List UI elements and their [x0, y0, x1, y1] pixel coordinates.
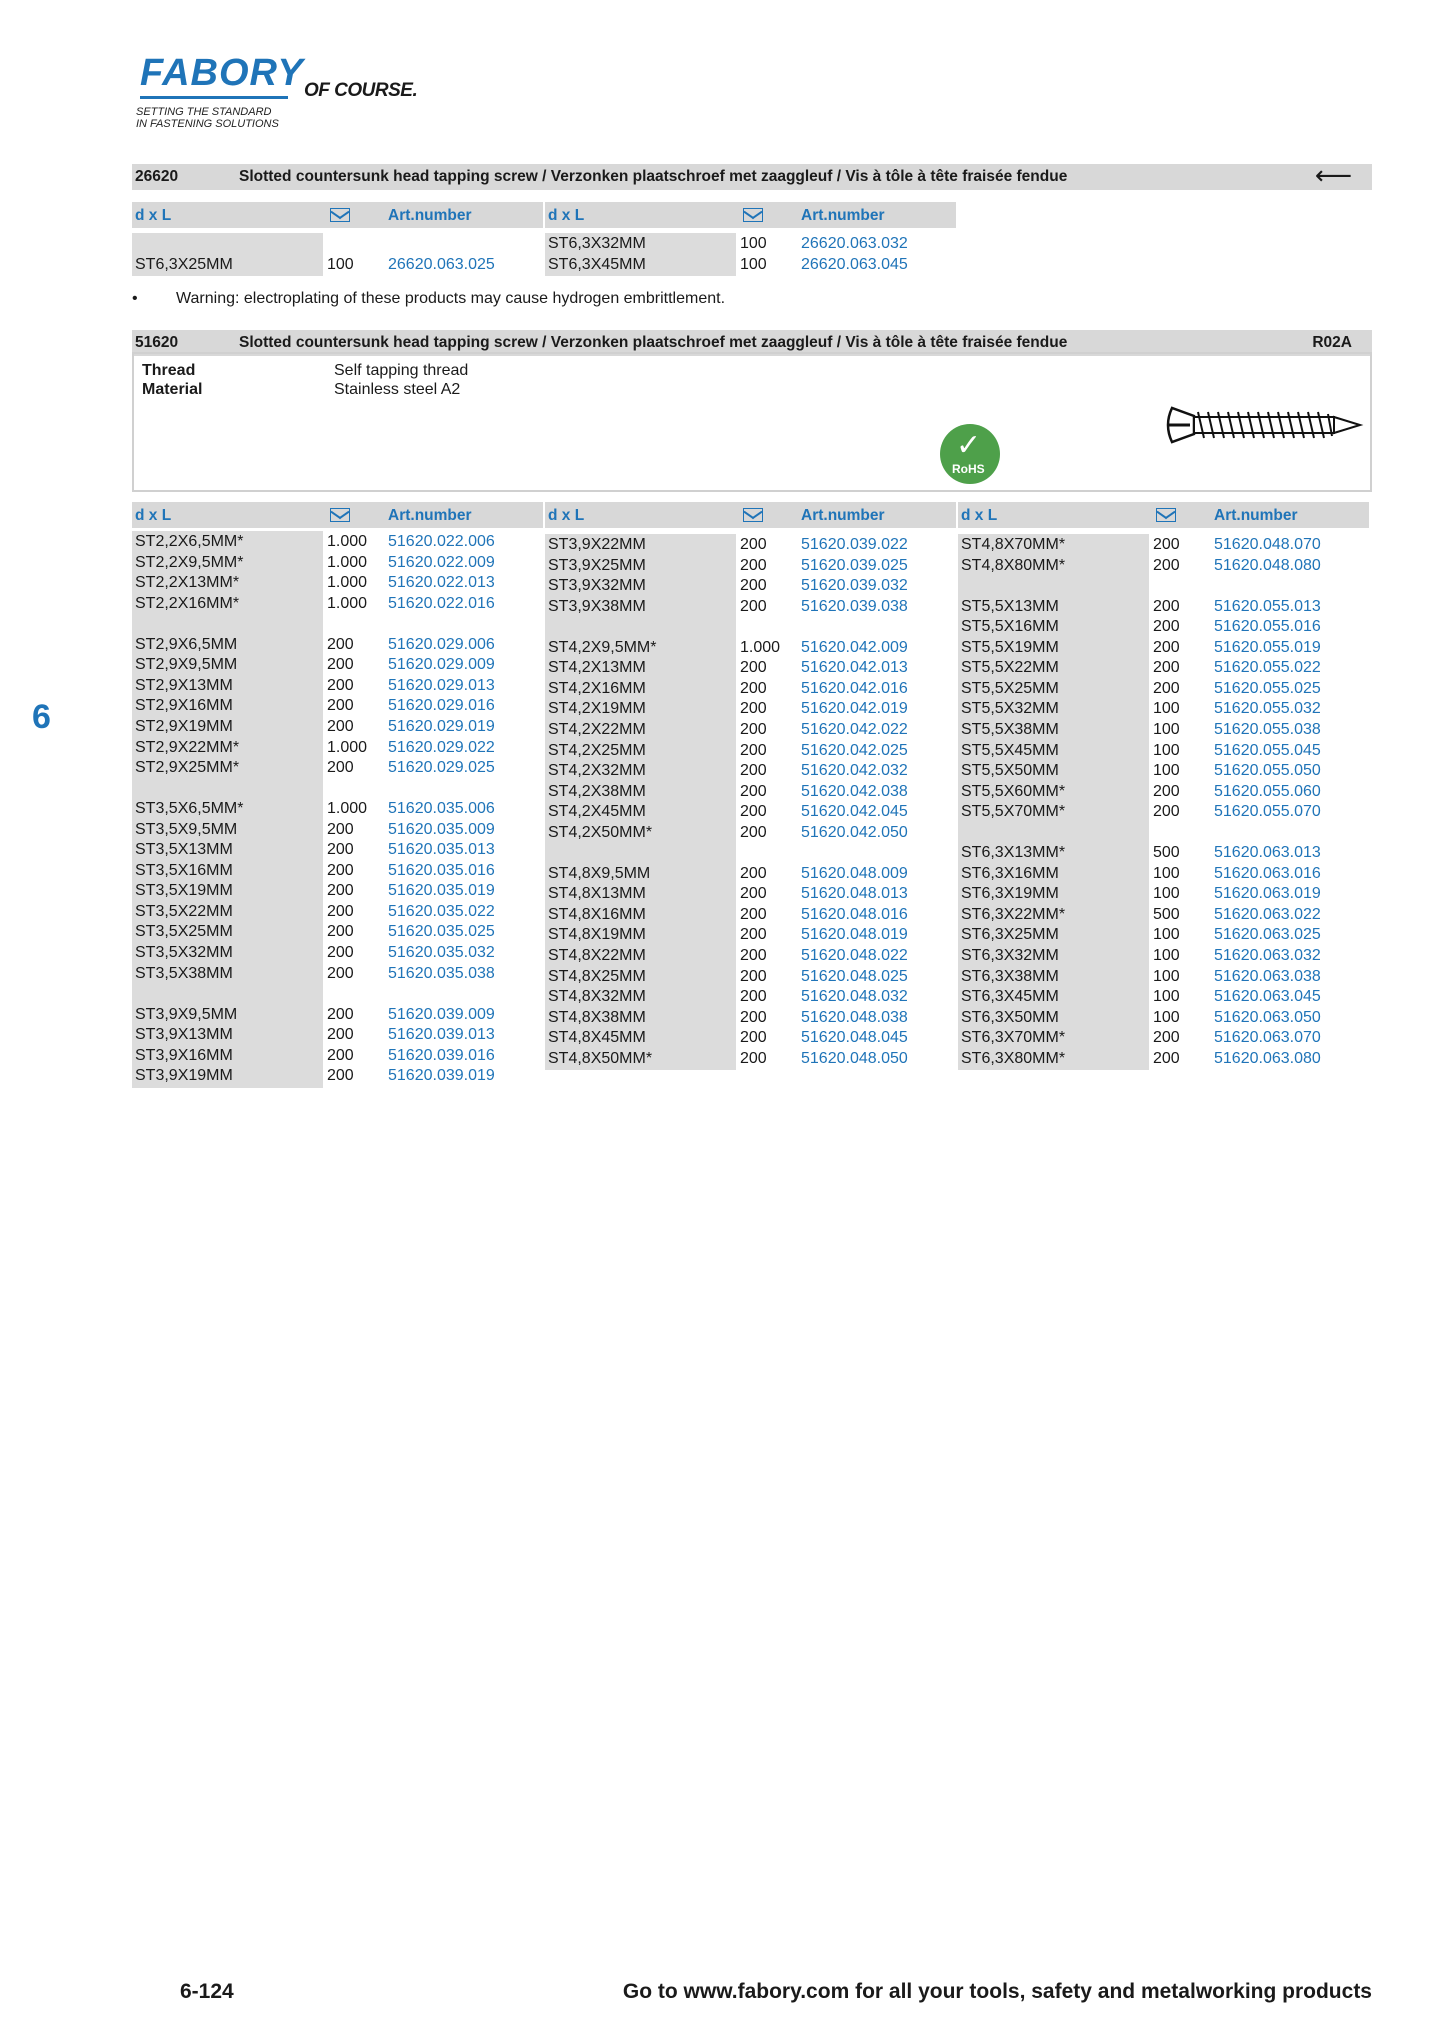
cell-art-number[interactable]: 51620.042.022 — [801, 720, 908, 738]
cell-quantity: 100 — [1153, 1008, 1180, 1026]
cell-art-number[interactable]: 51620.035.022 — [388, 902, 495, 920]
cell-dxl: ST4,8X45MM — [548, 1029, 646, 1047]
cell-quantity: 200 — [740, 967, 767, 985]
section-title: Slotted countersunk head tapping screw / Verzonken plaatschroef met zaaggleuf / Vis à tôle à tête fraisée fendue — [239, 168, 1068, 185]
cell-quantity: 200 — [740, 885, 767, 903]
cell-dxl: ST3,9X9,5MM — [135, 1005, 238, 1023]
cell-art-number[interactable]: 51620.055.025 — [1214, 679, 1321, 697]
section-code: 26620 — [135, 168, 179, 185]
cell-dxl: ST2,2X13MM* — [135, 574, 240, 592]
cell-art-number[interactable]: 26620.063.025 — [388, 255, 495, 273]
cell-quantity: 200 — [327, 676, 354, 694]
cell-dxl: ST4,8X50MM* — [548, 1049, 653, 1067]
cell-dxl: ST4,8X80MM* — [961, 556, 1066, 574]
cell-dxl: ST4,2X13MM — [548, 659, 646, 677]
cell-art-number[interactable]: 51620.042.016 — [801, 679, 908, 697]
warning-text: Warning: electroplating of these products may cause hydrogen embrittlement. — [176, 290, 726, 307]
logo-subtitle: SETTING THE STANDARD IN FASTENING SOLUTIONS — [136, 106, 279, 130]
rohs-label: RoHS — [952, 462, 985, 476]
cell-quantity: 200 — [740, 762, 767, 780]
cell-dxl: ST4,2X50MM* — [548, 823, 653, 841]
cell-dxl: ST2,9X9,5MM — [135, 656, 238, 674]
table-header — [545, 502, 956, 528]
cell-art-number[interactable]: 51620.063.045 — [1214, 988, 1321, 1006]
cell-art-number[interactable]: 51620.048.022 — [801, 947, 908, 964]
cell-art-number[interactable]: 51620.048.025 — [801, 967, 908, 985]
cell-quantity: 200 — [740, 803, 767, 821]
cell-art-number[interactable]: 51620.055.032 — [1214, 700, 1321, 718]
prop-label-material: Material — [142, 381, 203, 398]
cell-art-number[interactable]: 51620.048.038 — [801, 1008, 908, 1026]
cell-quantity: 200 — [740, 679, 767, 697]
cell-quantity: 100 — [740, 235, 767, 252]
header-dxl: d x L — [135, 507, 172, 524]
cell-art-number[interactable]: 51620.029.006 — [388, 635, 495, 653]
cell-dxl: ST5,5X45MM — [961, 741, 1059, 759]
cell-art-number[interactable]: 51620.048.013 — [801, 885, 908, 903]
header-art-number: Art.number — [1214, 507, 1298, 524]
table-header — [545, 202, 956, 228]
fabory-logo — [132, 52, 432, 132]
table-header — [132, 502, 543, 528]
cell-quantity: 100 — [1153, 947, 1180, 964]
prop-value-material: Stainless steel A2 — [334, 381, 461, 398]
cell-quantity: 200 — [1153, 803, 1180, 821]
header-art-number: Art.number — [388, 507, 472, 524]
cell-dxl: ST4,2X19MM — [548, 700, 646, 718]
cell-art-number[interactable]: 51620.035.025 — [388, 923, 495, 941]
cell-dxl: ST4,8X19MM — [548, 926, 646, 944]
cell-art-number[interactable]: 51620.042.032 — [801, 762, 908, 780]
cell-art-number[interactable]: 51620.063.022 — [1214, 905, 1321, 923]
page-number: 6-124 — [180, 1980, 234, 2003]
cell-dxl: ST2,9X22MM* — [135, 738, 240, 756]
cell-dxl: ST2,9X19MM — [135, 717, 233, 735]
table-header — [958, 502, 1369, 528]
cell-quantity: 200 — [327, 964, 354, 982]
cell-dxl: ST2,9X6,5MM — [135, 635, 238, 653]
cell-dxl: ST4,2X45MM — [548, 803, 646, 821]
cell-quantity: 200 — [740, 782, 767, 800]
cell-quantity: 200 — [740, 947, 767, 964]
cell-quantity: 200 — [1153, 1049, 1180, 1067]
cell-art-number[interactable]: 51620.039.013 — [388, 1026, 495, 1044]
cell-dxl: ST6,3X25MM — [135, 255, 233, 273]
cell-dxl: ST2,9X25MM* — [135, 759, 240, 777]
cell-quantity: 200 — [327, 882, 354, 900]
cell-quantity: 200 — [740, 700, 767, 718]
envelope-icon — [330, 208, 350, 222]
cell-art-number[interactable]: 51620.055.045 — [1214, 741, 1321, 759]
cell-art-number[interactable]: 51620.029.019 — [388, 717, 495, 735]
cell-art-number[interactable]: 51620.029.009 — [388, 656, 495, 674]
cell-quantity: 200 — [327, 1026, 354, 1044]
cell-dxl: ST6,3X13MM* — [961, 844, 1066, 862]
cell-art-number[interactable]: 51620.048.032 — [801, 988, 908, 1006]
cell-quantity: 200 — [1153, 556, 1180, 574]
cell-art-number[interactable]: 51620.063.016 — [1214, 864, 1321, 882]
back-arrow-icon[interactable]: ⟵ — [1314, 160, 1352, 190]
cell-quantity: 200 — [327, 717, 354, 735]
cell-dxl: ST3,9X22MM — [548, 536, 646, 553]
cell-quantity: 1.000 — [327, 594, 368, 612]
cell-quantity: 200 — [740, 1029, 767, 1047]
cell-art-number[interactable]: 51620.039.032 — [801, 577, 908, 595]
cell-quantity: 200 — [327, 820, 354, 838]
cell-art-number[interactable]: 51620.048.080 — [1214, 556, 1321, 574]
cell-quantity: 200 — [740, 823, 767, 841]
cell-dxl: ST6,3X80MM* — [961, 1049, 1066, 1067]
cell-dxl: ST4,2X25MM — [548, 741, 646, 759]
logo-tagline: OF COURSE. — [304, 80, 418, 101]
check-icon: ✓ — [956, 429, 982, 462]
cell-dxl: ST6,3X45MM — [961, 988, 1059, 1006]
cell-quantity: 200 — [740, 720, 767, 738]
cell-dxl: ST3,9X19MM — [135, 1067, 233, 1085]
cell-art-number[interactable]: 51620.063.038 — [1214, 967, 1321, 985]
cell-dxl: ST4,2X38MM — [548, 782, 646, 800]
cell-dxl: ST6,3X32MM — [548, 235, 646, 252]
cell-dxl: ST5,5X60MM* — [961, 782, 1066, 800]
logo-underline — [140, 96, 288, 99]
cell-art-number[interactable]: 51620.035.009 — [388, 820, 495, 838]
cell-art-number[interactable]: 51620.055.038 — [1214, 720, 1321, 738]
cell-quantity: 200 — [327, 697, 354, 715]
cell-dxl: ST4,8X25MM — [548, 967, 646, 985]
logo-brand: FABORY — [140, 52, 304, 94]
cell-art-number[interactable]: 51620.029.013 — [388, 676, 495, 694]
cell-quantity: 200 — [327, 841, 354, 859]
cell-art-number[interactable]: 51620.022.016 — [388, 594, 495, 612]
cell-quantity: 200 — [740, 741, 767, 759]
cell-art-number[interactable]: 51620.055.016 — [1214, 618, 1321, 636]
cell-quantity: 200 — [740, 905, 767, 923]
cell-art-number[interactable]: 51620.042.019 — [801, 700, 908, 718]
cell-art-number[interactable]: 51620.022.009 — [388, 553, 495, 571]
envelope-icon — [1156, 508, 1176, 522]
cell-art-number[interactable]: 51620.048.045 — [801, 1029, 908, 1047]
cell-art-number[interactable]: 51620.063.013 — [1214, 844, 1321, 862]
cell-dxl: ST4,8X38MM — [548, 1008, 646, 1026]
cell-dxl: ST4,8X22MM — [548, 947, 646, 964]
cell-dxl: ST3,9X13MM — [135, 1026, 233, 1044]
cell-dxl: ST6,3X32MM — [961, 947, 1059, 964]
bullet-icon: • — [132, 290, 138, 307]
cell-quantity: 200 — [327, 1005, 354, 1023]
cell-dxl: ST2,9X13MM — [135, 676, 233, 694]
cell-art-number[interactable]: 51620.063.032 — [1214, 947, 1321, 964]
cell-art-number[interactable]: 51620.042.025 — [801, 741, 908, 759]
cell-quantity: 200 — [1153, 782, 1180, 800]
cell-quantity: 200 — [740, 1008, 767, 1026]
cell-quantity: 1.000 — [327, 800, 368, 818]
cell-quantity: 200 — [1153, 597, 1180, 615]
cell-art-number[interactable]: 51620.063.019 — [1214, 885, 1321, 903]
cell-art-number[interactable]: 51620.055.050 — [1214, 762, 1321, 780]
cell-dxl: ST3,9X16MM — [135, 1046, 233, 1064]
cell-art-number[interactable]: 51620.035.013 — [388, 841, 495, 859]
cell-quantity: 200 — [740, 597, 767, 615]
cell-dxl: ST3,9X25MM — [548, 556, 646, 574]
header-dxl: d x L — [548, 507, 585, 524]
cell-art-number[interactable]: 51620.035.019 — [388, 882, 495, 900]
cell-dxl: ST4,8X32MM — [548, 988, 646, 1006]
cell-quantity: 100 — [1153, 926, 1180, 944]
cell-art-number[interactable]: 51620.042.009 — [801, 638, 908, 656]
cell-dxl: ST4,8X13MM — [548, 885, 646, 903]
cell-dxl: ST3,5X22MM — [135, 902, 233, 920]
cell-dxl: ST6,3X19MM — [961, 885, 1059, 903]
cell-art-number[interactable]: 51620.048.019 — [801, 926, 908, 944]
cell-quantity: 200 — [327, 759, 354, 777]
cell-quantity: 200 — [740, 577, 767, 595]
cell-art-number[interactable]: 51620.035.016 — [388, 861, 495, 879]
cell-dxl: ST3,5X32MM — [135, 944, 233, 961]
cell-quantity: 1.000 — [327, 533, 368, 550]
cell-art-number[interactable]: 51620.055.019 — [1214, 638, 1321, 656]
envelope-icon — [330, 508, 350, 522]
cell-art-number[interactable]: 26620.063.032 — [801, 235, 908, 252]
cell-dxl: ST3,5X19MM — [135, 882, 233, 900]
cell-dxl: ST3,5X16MM — [135, 861, 233, 879]
cell-quantity: 100 — [1153, 741, 1180, 759]
cell-quantity: 200 — [327, 1046, 354, 1064]
cell-art-number[interactable]: 51620.039.019 — [388, 1067, 495, 1085]
cell-quantity: 200 — [327, 902, 354, 920]
cell-quantity: 100 — [1153, 885, 1180, 903]
cell-quantity: 200 — [1153, 1029, 1180, 1047]
cell-quantity: 200 — [740, 659, 767, 677]
cell-dxl: ST2,2X16MM* — [135, 594, 240, 612]
cell-art-number[interactable]: 51620.048.016 — [801, 905, 908, 923]
cell-dxl: ST5,5X19MM — [961, 638, 1059, 656]
cell-dxl: ST3,5X13MM — [135, 841, 233, 859]
cell-art-number[interactable]: 51620.029.025 — [388, 759, 495, 777]
cell-art-number[interactable]: 51620.063.080 — [1214, 1049, 1321, 1067]
cell-art-number[interactable]: 51620.039.038 — [801, 597, 908, 615]
cell-art-number[interactable]: 51620.042.045 — [801, 803, 908, 821]
cell-art-number[interactable]: 51620.029.016 — [388, 697, 495, 715]
cell-dxl: ST5,5X70MM* — [961, 803, 1066, 821]
section-26620-header — [132, 160, 1372, 190]
cell-art-number[interactable]: 51620.035.006 — [388, 800, 495, 818]
screw-illustration-icon — [1160, 390, 1370, 460]
cell-quantity: 200 — [740, 1049, 767, 1067]
cell-quantity: 200 — [740, 536, 767, 553]
cell-dxl: ST5,5X38MM — [961, 720, 1059, 738]
cell-art-number[interactable]: 51620.035.032 — [388, 944, 495, 961]
cell-dxl: ST2,2X9,5MM* — [135, 553, 244, 571]
cell-quantity: 1.000 — [327, 574, 368, 592]
cell-quantity: 100 — [327, 255, 354, 273]
cell-art-number[interactable]: 51620.048.070 — [1214, 536, 1321, 553]
footer-text: Go to www.fabory.com for all your tools, safety and metalworking products — [622, 1980, 1372, 2003]
header-dxl: d x L — [548, 207, 585, 224]
cell-quantity: 200 — [1153, 618, 1180, 636]
cell-quantity: 200 — [1153, 679, 1180, 697]
cell-quantity: 100 — [1153, 700, 1180, 718]
cell-quantity: 200 — [1153, 536, 1180, 553]
envelope-icon — [743, 208, 763, 222]
cell-quantity: 200 — [327, 923, 354, 941]
cell-dxl: ST3,5X25MM — [135, 923, 233, 941]
cell-art-number[interactable]: 51620.022.006 — [388, 533, 495, 550]
cell-art-number[interactable]: 51620.042.013 — [801, 659, 908, 677]
cell-quantity: 200 — [740, 988, 767, 1006]
cell-quantity: 200 — [327, 656, 354, 674]
cell-art-number[interactable]: 51620.029.022 — [388, 738, 495, 756]
cell-dxl: ST5,5X13MM — [961, 597, 1059, 615]
cell-quantity: 1.000 — [740, 638, 781, 656]
cell-art-number[interactable]: 26620.063.045 — [801, 255, 908, 273]
cell-quantity: 200 — [327, 1067, 354, 1085]
cell-dxl: ST4,2X32MM — [548, 762, 646, 780]
cell-quantity: 200 — [1153, 659, 1180, 677]
cell-quantity: 500 — [1153, 905, 1180, 923]
cell-dxl: ST4,2X9,5MM* — [548, 638, 657, 656]
header-dxl: d x L — [135, 207, 172, 224]
cell-dxl: ST5,5X32MM — [961, 700, 1059, 718]
cell-dxl: ST5,5X22MM — [961, 659, 1059, 677]
cell-quantity: 200 — [740, 926, 767, 944]
section-code: 51620 — [135, 334, 179, 351]
cell-art-number[interactable]: 51620.063.025 — [1214, 926, 1321, 944]
cell-quantity: 200 — [740, 556, 767, 574]
cell-dxl: ST3,9X38MM — [548, 597, 646, 615]
cell-art-number[interactable]: 51620.022.013 — [388, 574, 495, 592]
cell-quantity: 100 — [740, 255, 767, 273]
cell-dxl: ST2,2X6,5MM* — [135, 533, 244, 550]
cell-quantity: 100 — [1153, 864, 1180, 882]
cell-dxl: ST5,5X50MM — [961, 762, 1059, 780]
cell-quantity: 100 — [1153, 720, 1180, 738]
cell-quantity: 200 — [740, 864, 767, 882]
chapter-tab: 6 — [32, 698, 51, 736]
cell-dxl: ST4,8X16MM — [548, 905, 646, 923]
cell-quantity: 200 — [327, 861, 354, 879]
cell-dxl: ST6,3X50MM — [961, 1008, 1059, 1026]
cell-quantity: 100 — [1153, 762, 1180, 780]
cell-dxl: ST6,3X22MM* — [961, 905, 1066, 923]
header-art-number: Art.number — [801, 207, 885, 224]
cell-dxl: ST4,8X70MM* — [961, 536, 1066, 553]
cell-dxl: ST3,5X38MM — [135, 964, 233, 982]
cell-quantity: 500 — [1153, 844, 1180, 862]
cell-art-number[interactable]: 51620.055.070 — [1214, 803, 1321, 821]
cell-quantity: 200 — [327, 635, 354, 653]
cell-art-number[interactable]: 51620.063.070 — [1214, 1029, 1321, 1047]
cell-quantity: 200 — [1153, 638, 1180, 656]
cell-art-number[interactable]: 51620.039.016 — [388, 1046, 495, 1064]
cell-dxl: ST6,3X45MM — [548, 255, 646, 273]
cell-quantity: 1.000 — [327, 738, 368, 756]
cell-quantity: 1.000 — [327, 553, 368, 571]
cell-art-number[interactable]: 51620.042.050 — [801, 823, 908, 841]
cell-art-number[interactable]: 51620.063.050 — [1214, 1008, 1321, 1026]
cell-art-number[interactable]: 51620.048.009 — [801, 864, 908, 882]
cell-dxl: ST4,2X16MM — [548, 679, 646, 697]
cell-art-number[interactable]: 51620.055.060 — [1214, 782, 1321, 800]
table-header — [132, 202, 543, 228]
cell-art-number[interactable]: 51620.055.013 — [1214, 597, 1321, 615]
prop-label-thread: Thread — [142, 362, 196, 379]
cell-art-number[interactable]: 51620.039.009 — [388, 1005, 495, 1023]
cell-quantity: 200 — [327, 944, 354, 961]
cell-art-number[interactable]: 51620.039.025 — [801, 556, 908, 574]
cell-dxl: ST6,3X16MM — [961, 864, 1059, 882]
cell-dxl: ST3,5X6,5MM* — [135, 800, 244, 818]
cell-dxl: ST5,5X25MM — [961, 679, 1059, 697]
cell-art-number[interactable]: 51620.035.038 — [388, 964, 495, 982]
cell-art-number[interactable]: 51620.055.022 — [1214, 659, 1321, 677]
header-dxl: d x L — [961, 507, 998, 524]
section-title: Slotted countersunk head tapping screw / Verzonken plaatschroef met zaaggleuf / Vis à tôle à tête fraisée fendue — [239, 334, 1068, 351]
cell-art-number[interactable]: 51620.039.022 — [801, 536, 908, 553]
rohs-icon — [940, 424, 1000, 484]
cell-quantity: 100 — [1153, 988, 1180, 1006]
cell-dxl: ST4,8X9,5MM — [548, 864, 651, 882]
envelope-icon — [743, 508, 763, 522]
cell-dxl: ST6,3X70MM* — [961, 1029, 1066, 1047]
cell-dxl: ST6,3X25MM — [961, 926, 1059, 944]
header-art-number: Art.number — [801, 507, 885, 524]
cell-art-number[interactable]: 51620.042.038 — [801, 782, 908, 800]
cell-dxl: ST4,2X22MM — [548, 720, 646, 738]
cell-dxl: ST3,9X32MM — [548, 577, 646, 595]
header-art-number: Art.number — [388, 207, 472, 224]
cell-dxl: ST5,5X16MM — [961, 618, 1059, 636]
cell-dxl: ST6,3X38MM — [961, 967, 1059, 985]
cell-quantity: 100 — [1153, 967, 1180, 985]
cell-art-number[interactable]: 51620.048.050 — [801, 1049, 908, 1067]
cell-dxl: ST3,5X9,5MM — [135, 820, 238, 838]
cell-dxl: ST2,9X16MM — [135, 697, 233, 715]
section-ref: R02A — [1312, 334, 1352, 351]
prop-value-thread: Self tapping thread — [334, 362, 469, 379]
